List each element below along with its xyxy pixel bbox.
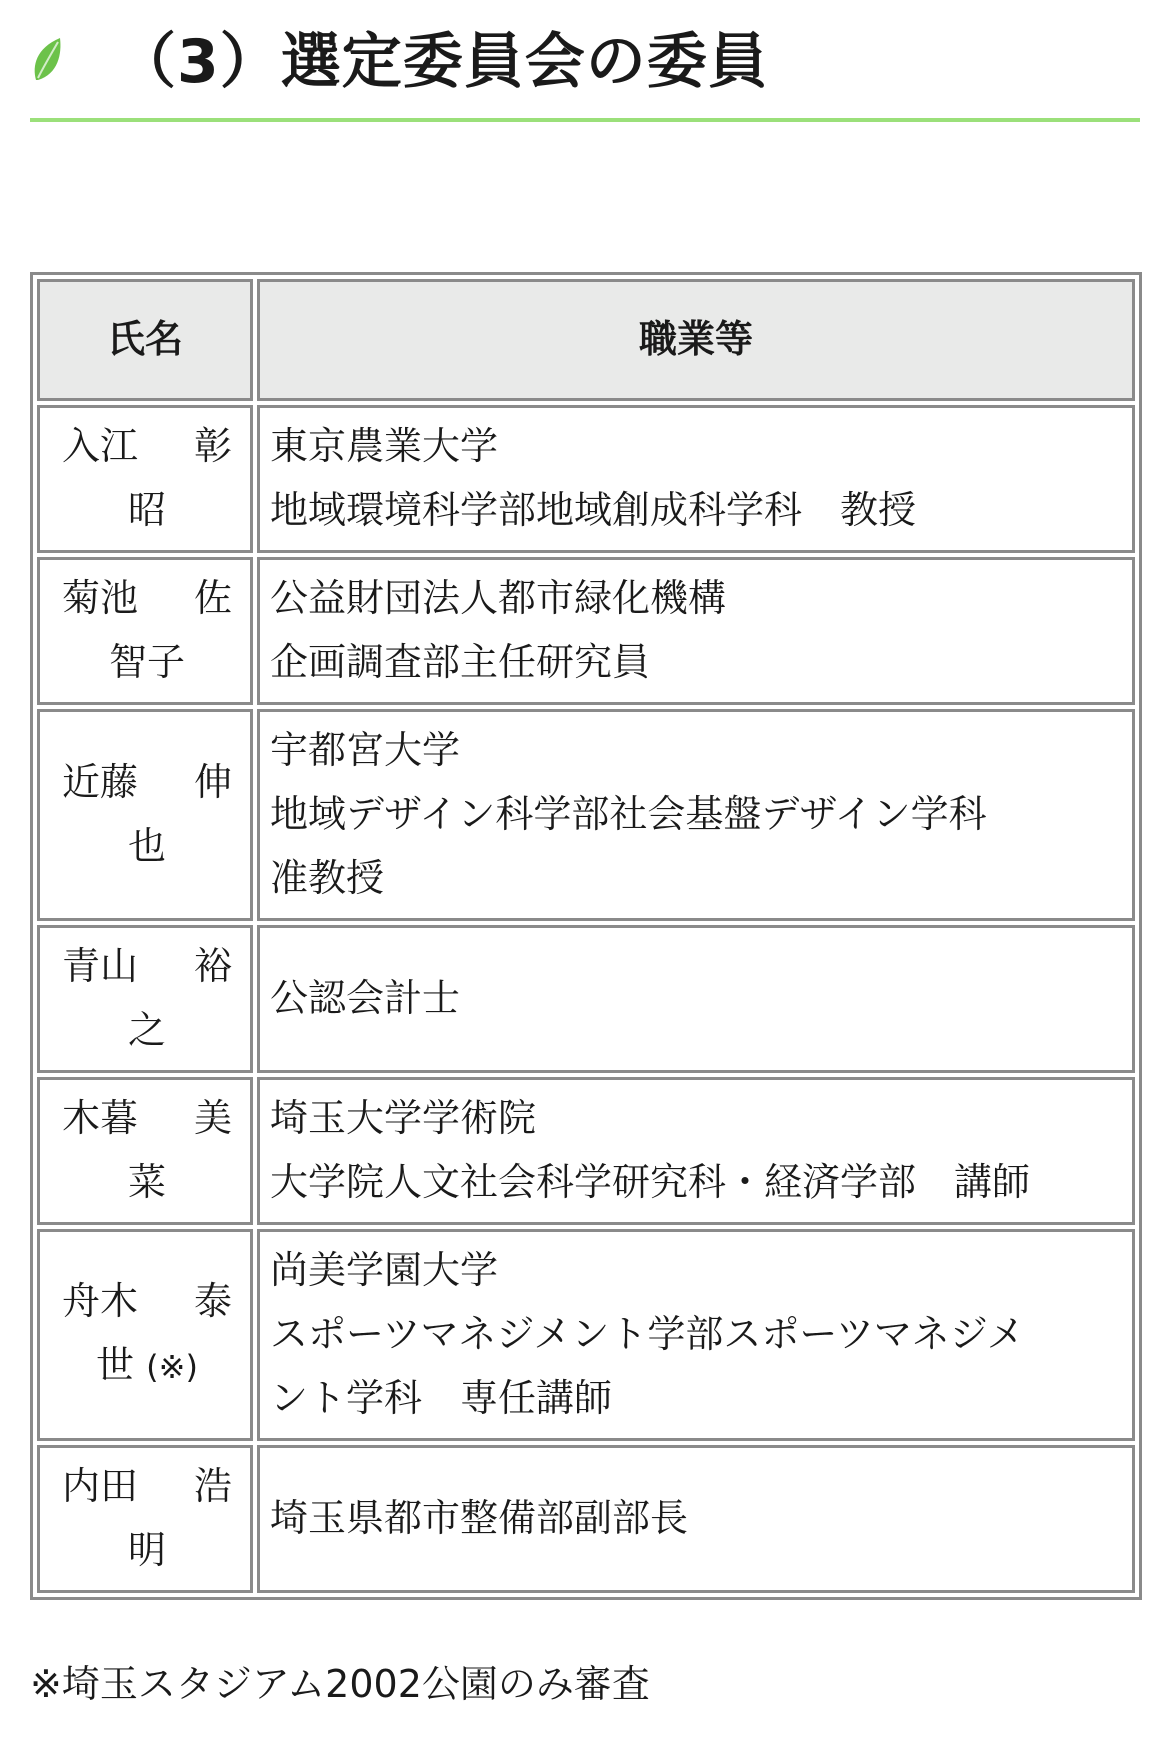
member-surname: 近藤 [62, 760, 139, 804]
table-row [37, 557, 1135, 705]
occupation-line: ント学科 専任講師 [270, 1376, 613, 1420]
table-row [37, 1229, 1135, 1441]
occupation-line: 宇都宮大学 [270, 728, 461, 772]
occupation-line: 准教授 [270, 856, 385, 900]
occupation-line: 埼玉県都市整備部副部長 [270, 1496, 689, 1540]
member-occupation-cell [257, 1445, 1135, 1593]
committee-members-table [30, 272, 1142, 1600]
member-surname: 内田 [62, 1464, 139, 1508]
member-given-name-part: 伸 [193, 760, 232, 804]
member-name-line [62, 630, 232, 694]
member-name-line [62, 1150, 232, 1214]
table-row [37, 405, 1135, 553]
member-name-cell [37, 1077, 253, 1225]
member-note-mark: (※) [146, 1348, 198, 1386]
member-given-name-part: 美 [193, 1096, 232, 1140]
member-name-line [62, 566, 232, 630]
member-name-cell [37, 405, 253, 553]
table-body [37, 405, 1135, 1593]
leaf-icon [30, 36, 64, 84]
member-given-name-part: 泰 [193, 1279, 232, 1323]
member-occupation-cell [257, 709, 1135, 921]
member-given-name-rest: 也 [127, 824, 166, 868]
member-name-line [62, 414, 232, 478]
member-surname: 木暮 [62, 1096, 139, 1140]
occupation-line: 埼玉大学学術院 [270, 1096, 537, 1140]
member-occupation-cell [257, 405, 1135, 553]
member-occupation-cell [257, 1229, 1135, 1441]
table-row [37, 1445, 1135, 1593]
member-name-line [62, 478, 232, 542]
member-name-cell [37, 1445, 253, 1593]
header-name: 氏名 [37, 279, 253, 401]
member-occupation-cell [257, 925, 1135, 1073]
member-name-cell [37, 1229, 253, 1441]
table-row [37, 1077, 1135, 1225]
member-name-line [62, 934, 232, 998]
table-header-row [37, 279, 1135, 401]
member-given-name-part: 浩 [193, 1464, 232, 1508]
footnote: ※埼玉スタジアム2002公園のみ審査 [30, 1662, 650, 1706]
member-name-line [62, 1518, 232, 1582]
member-name-line [62, 814, 232, 878]
member-name-line [62, 750, 232, 814]
member-given-name-rest: 菜 [127, 1160, 166, 1204]
member-given-name-rest: 之 [127, 1008, 166, 1052]
member-given-name-rest: 昭 [127, 488, 166, 532]
occupation-line: 東京農業大学 [270, 424, 499, 468]
member-given-name-part: 彰 [193, 424, 232, 468]
member-name-cell [37, 557, 253, 705]
member-given-name-part: 佐 [193, 576, 232, 620]
occupation-line: 地域環境科学部地域創成科学科 教授 [270, 488, 917, 532]
member-surname: 青山 [62, 944, 139, 988]
occupation-line: 地域デザイン科学部社会基盤デザイン学科 [270, 792, 987, 836]
occupation-line: 企画調査部主任研究員 [270, 640, 651, 684]
occupation-line: 大学院人文社会科学研究科・経済学部 講師 [270, 1160, 1031, 1204]
occupation-line: 公益財団法人都市緑化機構 [270, 576, 727, 620]
member-name-cell [37, 925, 253, 1073]
section-heading [30, 14, 1140, 122]
member-given-name-rest: 智子 [108, 640, 185, 684]
member-surname: 舟木 [62, 1279, 139, 1323]
occupation-line: スポーツマネジメント学部スポーツマネジメ [270, 1312, 1025, 1356]
member-name-line [62, 1269, 232, 1333]
member-name-line [62, 998, 232, 1062]
member-name-line [62, 1333, 232, 1399]
member-given-name-part: 裕 [193, 944, 232, 988]
table-row [37, 925, 1135, 1073]
member-name-line [62, 1454, 232, 1518]
member-surname: 菊池 [62, 576, 139, 620]
member-occupation-cell [257, 1077, 1135, 1225]
page-title: （3）選定委員会の委員 [116, 27, 769, 97]
member-given-name-rest: 世 [96, 1343, 135, 1387]
member-name-line [62, 1086, 232, 1150]
member-occupation-cell [257, 557, 1135, 705]
table-row [37, 709, 1135, 921]
member-name-cell [37, 709, 253, 921]
occupation-line: 公認会計士 [270, 976, 461, 1020]
member-given-name-rest: 明 [127, 1528, 166, 1572]
occupation-line: 尚美学園大学 [270, 1248, 499, 1292]
member-surname: 入江 [62, 424, 139, 468]
header-occupation: 職業等 [257, 279, 1135, 401]
